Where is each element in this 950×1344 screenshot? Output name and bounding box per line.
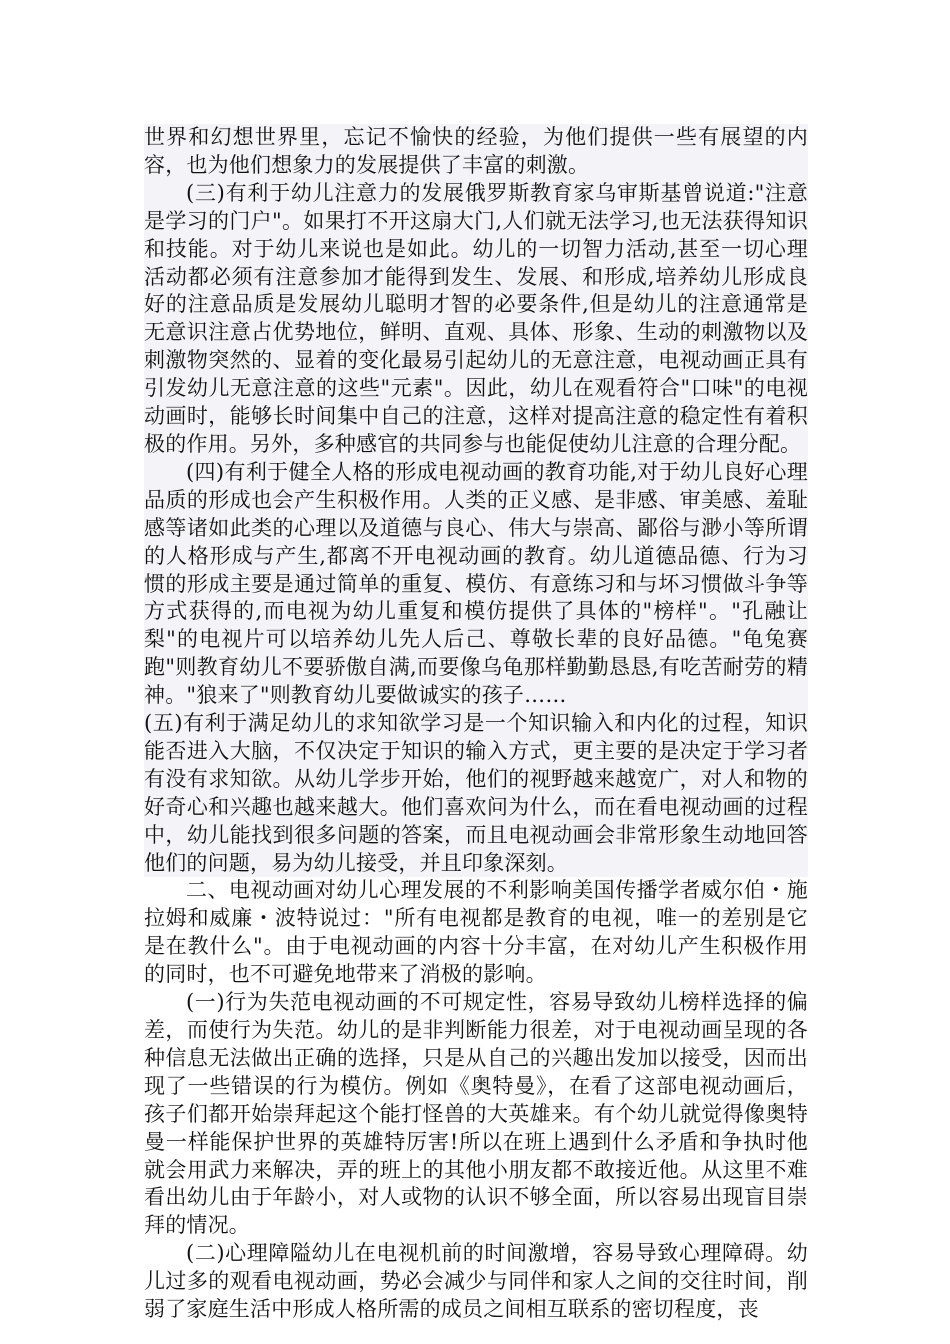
paragraph-psych-barrier: (二)心理障隘幼儿在电视机前的时间激增，容易导致心理障碍。幼儿过多的观看电视动画，势必会减少与同伴和家人之间的交往时间，削弱了家庭生活中形成人格所需的成员之间相互联系的密切程度，丧	[144, 1241, 808, 1322]
paragraph-heading-2: 二、电视动画对幼儿心理发展的不利影响美国传播学者威尔伯・施 拉姆和威廉・波特说过："所有电视都是教育的电视，唯一的差别是它是在教什么"。由于电视动画的内容十分丰富，在对幼儿产生积极作用的同时，也不可避免地带来了消极的影响。	[144, 878, 808, 987]
paragraph-section-4: (四)有利于健全人格的形成电视动画的教育功能,对于幼儿良好心理品质的形成也会产生积极作用。人类的正义感、是非感、审美感、羞耻感等诸如此类的心理以及道德与良心、伟大与崇高、鄙俗与渺小等所谓的人格形成与产生,都离不开电视动画的教育。幼儿道德品德、行为习惯的形成主要是通过简单的重复、模仿、有意练习和与坏习惯做斗争等方式获得的,而电视为幼儿重复和模仿提供了具体的"榜样"。"孔融让梨"的电视片可以培养幼儿先人后己、尊敬长辈的良好品德。"龟兔赛跑"则教育幼儿不要骄傲自满,而要像乌龟那样勤勤恳恳,有吃苦耐劳的精神。"狼来了"则教育幼儿要做诚实的孩子……	[144, 459, 808, 710]
paragraph-section-5: (五)有利于满足幼儿的求知欲学习是一个知识输入和内化的过程，知识能否进入大脑，不仅决定于知识的输入方式，更主要的是决定于学习者有没有求知欲。从幼儿学步开始，他们的视野越来越宽广，对人和物的好奇心和兴趣也越来越大。他们喜欢问为什么，而在看电视动画的过程中，幼儿能找到很多问题的答案，而且电视动画会非常形象生动地回答他们的问题，易为幼儿接受，并且印象深刻。	[144, 710, 808, 877]
paragraph-1: 世界和幻想世界里，忘记不愉快的经验，为他们提供一些有展望的内容，也为他们想象力的发展提供了丰富的刺激。	[144, 124, 808, 180]
paragraph-section-3: (三)有利于幼儿注意力的发展俄罗斯教育家乌审斯基曾说道:"注意是学习的门户"。如果打不开这扇大门,人们就无法学习,也无法获得知识和技能。对于幼儿来说也是如此。幼儿的一切智力活动,甚至一切心理活动都必须有注意参加才能得到发生、发展、和形成,培养幼儿形成良好的注意品质是发展幼儿聪明才智的必要条件,但是幼儿的注意通常是无意识注意占优势地位，鲜明、直观、具体、形象、生动的刺激物以及刺激物突然的、显着的变化最易引起幼儿的无意注意，电视动画正具有引发幼儿无意注意的这些"元素"。因此，幼儿在观看符合"口味"的电视动画时，能够长时间集中自己的注意，这样对提高注意的稳定性有着积极的作用。另外，多种感官的共同参与也能促使幼儿注意的合理分配。	[144, 180, 808, 459]
paragraph-behavior: (一)行为失范电视动画的不可规定性，容易导致幼儿榜样选择的偏差，而使行为失范。幼儿的是非判断能力很差，对于电视动画呈现的各种信息无法做出正确的选择，只是从自己的兴趣出发加以接受，因而出现了一些错误的行为模仿。例如《奥特曼》，在看了这部电视动画后，孩子们都开始崇拜起这个能打怪兽的大英雄来。有个幼儿就觉得像奥特曼一样能保护世界的英雄特厉害!所以在班上遇到什么矛盾和争执时他就会用武力来解决，弄的班上的其他小朋友都不敢接近他。从这里不难看出幼儿由于年龄小，对人或物的认识不够全面，所以容易出现盲目崇拜的情况。	[144, 990, 808, 1238]
body-text	[144, 124, 808, 1324]
